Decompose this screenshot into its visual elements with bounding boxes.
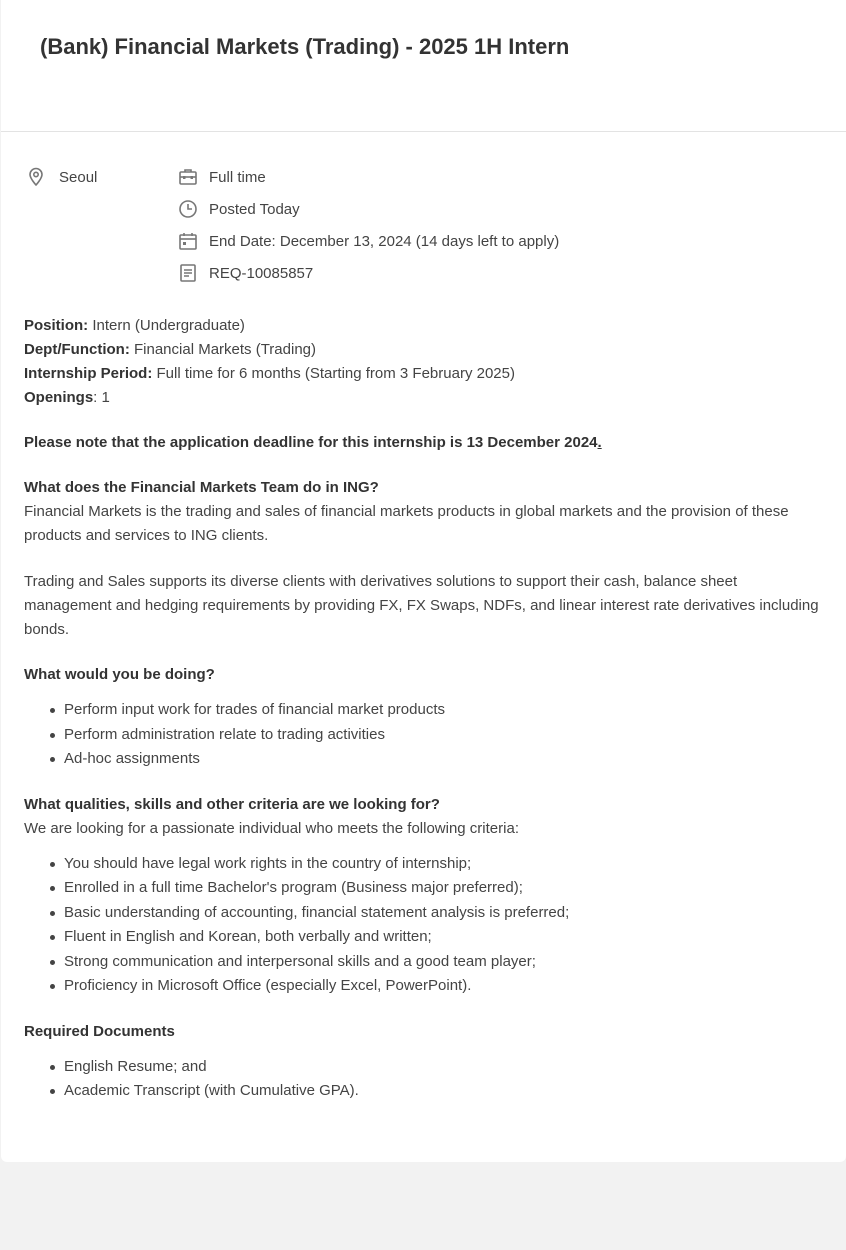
job-location: Seoul <box>59 168 98 186</box>
duties-heading: What would you be doing? <box>24 666 215 683</box>
list-item: You should have legal work rights in the country of internship; <box>24 852 824 877</box>
qualifications-intro: We are looking for a passionate individual who meets the following criteria: <box>24 819 519 837</box>
job-description <box>24 314 824 1104</box>
team-paragraph-1: Financial Markets is the trading and sales of financial markets products in global markets and the provision of these products and services to ING clients. <box>24 503 789 544</box>
job-posting-card <box>1 0 846 1162</box>
list-item: Perform administration relate to trading activities <box>24 723 824 748</box>
end-date-row <box>177 229 559 253</box>
dept-label: Dept/Function: <box>24 341 130 358</box>
list-item: Academic Transcript (with Cumulative GPA). <box>24 1079 824 1104</box>
period-value: Full time for 6 months (Starting from 3 February 2025) <box>152 365 515 382</box>
req-id-row <box>177 261 313 285</box>
deadline-notice <box>24 431 824 455</box>
position-value: Intern (Undergraduate) <box>88 317 245 334</box>
job-time-type: Full time <box>209 168 266 186</box>
team-paragraph-2: Trading and Sales supports its diverse clients with derivatives solutions to support their cash, balance sheet management and hedging requirements by providing FX, FX Swaps, NDFs, and linear interest rate derivatives including bonds. <box>24 573 819 638</box>
list-item: Perform input work for trades of financial market products <box>24 698 824 723</box>
location-row <box>25 165 97 189</box>
list-item: Ad-hoc assignments <box>24 747 824 772</box>
qualifications-list <box>24 852 824 999</box>
duties-list <box>24 698 824 772</box>
briefcase-icon <box>177 166 199 188</box>
documents-list <box>24 1055 824 1104</box>
position-line <box>24 314 824 338</box>
job-title: (Bank) Financial Markets (Trading) - 2025 1H Intern <box>40 34 570 59</box>
openings-line <box>24 386 824 410</box>
posted-row <box>177 197 300 221</box>
location-pin-icon <box>25 166 47 188</box>
openings-value: : 1 <box>93 389 110 406</box>
job-posted: Posted Today <box>209 200 300 218</box>
time-type-row <box>177 165 266 189</box>
document-icon <box>177 262 199 284</box>
list-item: Enrolled in a full time Bachelor's program (Business major preferred); <box>24 876 824 901</box>
deadline-text: Please note that the application deadline for this internship is 13 December 2024 <box>24 434 598 451</box>
team-heading: What does the Financial Markets Team do in ING? <box>24 479 379 496</box>
dept-value: Financial Markets (Trading) <box>129 341 316 358</box>
dept-line <box>24 338 824 362</box>
list-item: English Resume; and <box>24 1055 824 1080</box>
position-label: Position: <box>24 317 89 334</box>
list-item: Basic understanding of accounting, financial statement analysis is preferred; <box>24 901 824 926</box>
calendar-icon <box>177 230 199 252</box>
list-item: Strong communication and interpersonal skills and a good team player; <box>24 950 824 975</box>
job-end-date: End Date: December 13, 2024 (14 days left to apply) <box>209 232 560 250</box>
job-meta <box>1 132 846 317</box>
period-label: Internship Period: <box>24 365 153 382</box>
job-header <box>1 0 846 132</box>
job-req-id: REQ-10085857 <box>209 264 314 282</box>
qualifications-heading: What qualities, skills and other criteria are we looking for? <box>24 795 440 813</box>
openings-label: Openings <box>24 389 94 406</box>
list-item: Proficiency in Microsoft Office (especially Excel, PowerPoint). <box>24 974 824 999</box>
documents-heading: Required Documents <box>24 1022 175 1040</box>
deadline-period: . <box>597 434 602 451</box>
period-line <box>24 362 824 386</box>
clock-icon <box>177 198 199 220</box>
list-item: Fluent in English and Korean, both verbally and written; <box>24 925 824 950</box>
